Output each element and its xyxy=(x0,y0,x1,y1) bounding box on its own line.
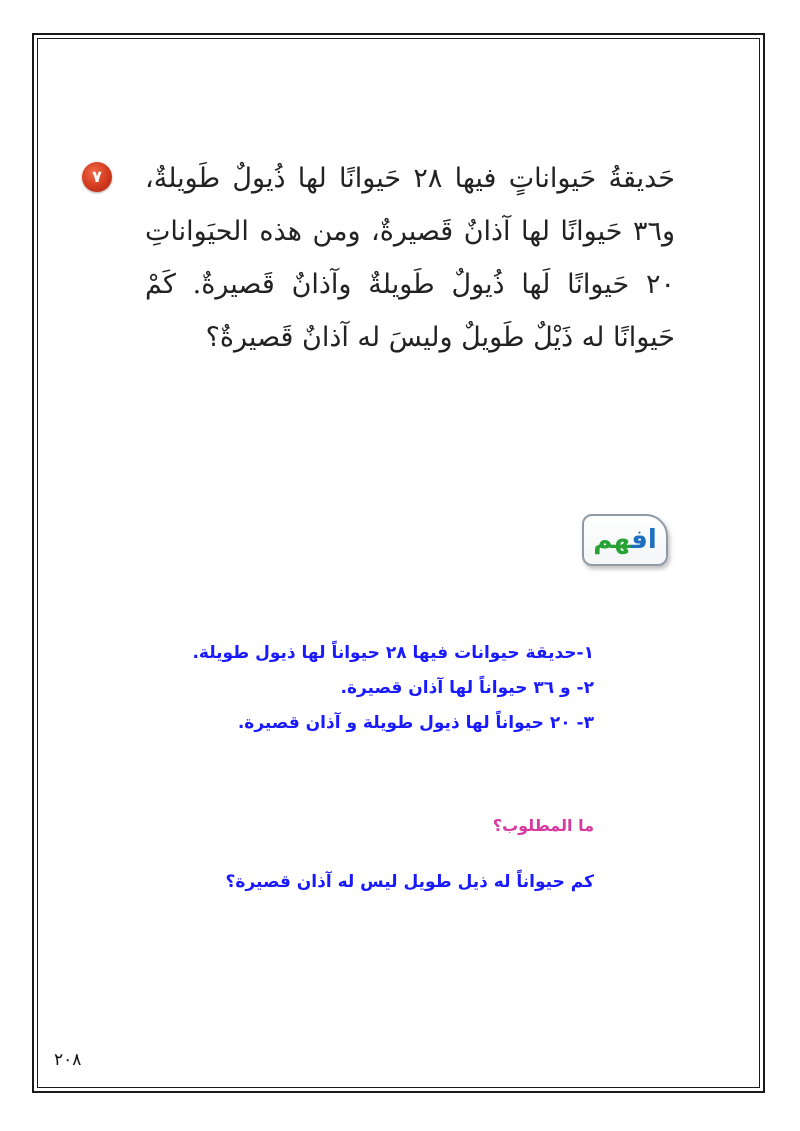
problem-statement: حَديقةُ حَيواناتٍ فيها ٢٨ حَيوانًا لها ذُيولٌ طَويلةٌ، و٣٦ حَيوانًا لها آذانٌ قَصيرةٌ، ومن هذه الحيَواناتِ ٢٠ حَيوانًا لَها ذُيولٌ طَويلةٌ وآذانٌ قَصيرةٌ. كَمْ حَيوانًا له ذَيْلٌ طَويلٌ وليسَ له آذانٌ قَصيرةٌ؟ xyxy=(145,163,675,353)
afham-label-part1: اف xyxy=(630,525,657,555)
given-item-3: ٣- ٢٠ حيواناً لها ذيول طويلة و آذان قصيرة. xyxy=(237,713,594,733)
required-heading: ما المطلوب؟ xyxy=(492,816,594,835)
given-list xyxy=(34,636,594,741)
page-number: ٢٠٨ xyxy=(54,1050,82,1070)
required-question: كم حيواناً له ذيل طويل ليس له آذان قصيرة؟ xyxy=(225,872,594,892)
problem-number-badge: ٧ xyxy=(82,162,112,192)
given-item-1: ١-حديقة حيوانات فيها ٢٨ حيواناً لها ذيول طويلة. xyxy=(192,643,594,663)
given-item-2: ٢- و ٣٦ حيواناً لها آذان قصيرة. xyxy=(340,678,594,698)
afham-label xyxy=(582,514,668,566)
afham-label-part2: هم xyxy=(593,525,631,555)
